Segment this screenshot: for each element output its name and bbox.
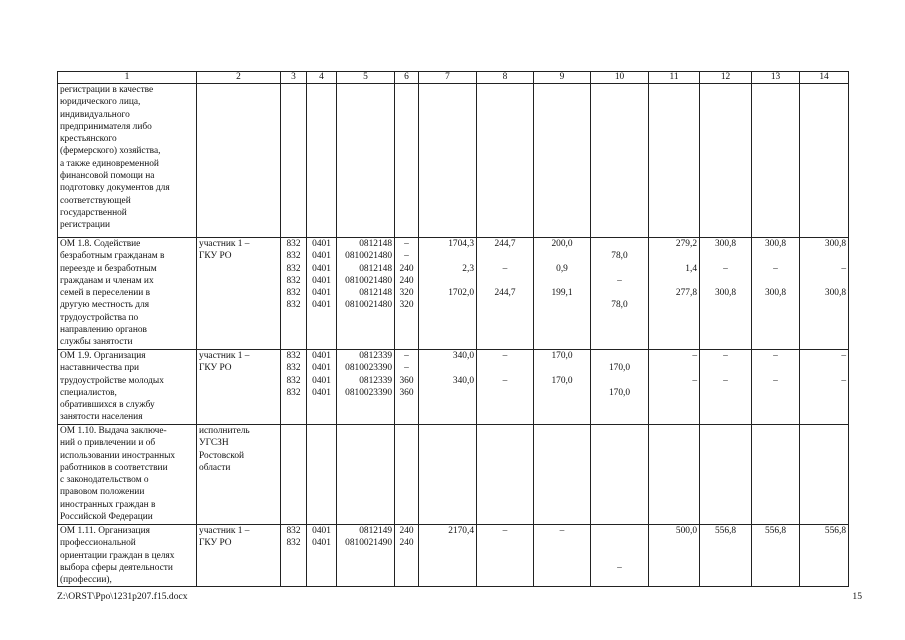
table-cell	[281, 425, 307, 525]
cell-line: ОМ 1.9. Организация	[60, 351, 146, 361]
cell-line: 340,0	[452, 351, 474, 361]
cell-line: ний о привлечении и об	[60, 438, 156, 449]
cell-line: 0810021480	[345, 251, 392, 262]
cell-line: –	[502, 263, 508, 274]
table-cell	[419, 84, 477, 238]
table-cell	[197, 525, 281, 587]
cell-line: гражданам и членам их	[60, 275, 154, 286]
cell-line: 0401	[312, 363, 331, 374]
cell-line	[479, 537, 531, 549]
cell-line: 0401	[312, 387, 331, 398]
cell-line: участник 1 –	[199, 239, 250, 249]
table-cell	[281, 350, 307, 425]
cell-line: –	[841, 351, 846, 361]
cell-line: –	[841, 263, 846, 274]
table-cell	[337, 425, 395, 525]
budget-table	[57, 71, 849, 587]
cell-line	[479, 362, 531, 374]
table-cell	[591, 84, 649, 238]
table-cell	[800, 84, 849, 238]
cell-line: с законодательством о	[60, 475, 149, 486]
cell-line: –	[692, 351, 697, 361]
cell-line: –	[617, 562, 622, 573]
cell-line: –	[502, 526, 508, 536]
cell-line: подготовку документов для	[60, 183, 170, 194]
header-row	[58, 72, 849, 84]
table-cell	[477, 238, 534, 350]
cell-line	[593, 238, 646, 250]
cell-line: 300,8	[824, 239, 846, 249]
cell-line: 300,8	[764, 239, 787, 249]
cell-line	[651, 299, 697, 311]
cell-line: 0812339	[359, 351, 392, 361]
cell-line: ориентации граждан в целях	[60, 550, 175, 561]
cell-line: 832	[286, 526, 301, 536]
table-cell	[477, 84, 534, 238]
cell-line	[593, 263, 646, 275]
cell-line	[802, 387, 846, 399]
table-cell	[752, 350, 800, 425]
cell-line: а также единовременной	[60, 158, 159, 169]
column-header: 10	[591, 72, 649, 84]
cell-line: участник 1 –	[199, 526, 250, 536]
cell-line: профессиональной	[60, 538, 136, 549]
table-cell	[197, 238, 281, 350]
cell-line	[593, 287, 646, 299]
table-row	[58, 425, 849, 525]
cell-line: 832	[286, 275, 301, 286]
cell-line	[593, 525, 646, 537]
cell-line: правовом положении	[60, 487, 145, 498]
table-cell	[395, 425, 419, 525]
table-cell	[649, 84, 700, 238]
cell-line: 832	[286, 263, 301, 274]
cell-line: 556,8	[764, 526, 787, 536]
table-cell	[307, 84, 337, 238]
cell-line: ГКУ РО	[199, 251, 232, 262]
cell-line	[421, 275, 474, 287]
cell-line: –	[841, 375, 846, 386]
column-header: 3	[281, 72, 307, 84]
cell-line: –	[723, 351, 728, 361]
table-cell	[307, 425, 337, 525]
cell-line: 320	[399, 300, 414, 311]
cell-line: 240	[399, 538, 414, 549]
cell-line: 200,0	[551, 239, 573, 249]
cell-line	[702, 275, 749, 287]
cell-line: 832	[286, 387, 301, 398]
cell-line: государственной	[60, 207, 127, 218]
cell-line	[593, 350, 646, 362]
cell-line: 360	[399, 375, 414, 386]
table-row	[58, 350, 849, 425]
cell-line	[421, 362, 474, 374]
cell-line	[802, 250, 846, 262]
table-row	[58, 525, 849, 587]
table-cell	[395, 525, 419, 587]
cell-line	[593, 550, 646, 562]
cell-line	[651, 362, 697, 374]
table-cell	[700, 425, 752, 525]
cell-line: юридического лица,	[60, 97, 141, 108]
cell-line: индивидуального	[60, 109, 130, 120]
cell-line: иностранных граждан в	[60, 499, 156, 510]
cell-line: 340,0	[452, 375, 474, 386]
cell-line: семей в переселении в	[60, 288, 151, 299]
table-cell	[419, 525, 477, 587]
cell-line: 0,9	[556, 263, 568, 274]
cell-line: 1702,0	[448, 288, 474, 299]
table-cell	[649, 238, 700, 350]
cell-line: УГСЗН	[199, 438, 229, 449]
cell-line: трудоустройстве молодых	[60, 375, 164, 386]
cell-line: (профессии),	[60, 575, 112, 586]
cell-line: регистрации в качестве	[60, 85, 154, 95]
cell-line: 0401	[312, 288, 331, 299]
cell-line: участник 1 –	[199, 351, 250, 361]
cell-line: 832	[286, 239, 301, 249]
table-cell	[197, 350, 281, 425]
table-cell	[58, 425, 197, 525]
table-cell	[700, 525, 752, 587]
table-cell	[281, 238, 307, 350]
column-header: 14	[800, 72, 849, 84]
cell-line: ОМ 1.8. Содействие	[60, 239, 141, 249]
table-cell	[337, 525, 395, 587]
cell-line: Российской Федерации	[60, 512, 153, 523]
cell-line	[651, 537, 697, 549]
cell-line: 0401	[312, 538, 331, 549]
cell-line: –	[723, 375, 728, 386]
cell-line: 0812148	[359, 288, 392, 299]
cell-line: ГКУ РО	[199, 363, 232, 374]
table-cell	[58, 238, 197, 350]
cell-line: 78,0	[611, 300, 628, 311]
cell-line: 244,7	[494, 288, 516, 299]
table-cell	[649, 350, 700, 425]
column-header: 9	[534, 72, 591, 84]
cell-line: –	[773, 351, 778, 361]
cell-line: 0812148	[359, 239, 392, 249]
table-cell	[800, 425, 849, 525]
cell-line	[651, 250, 697, 262]
cell-line: 0401	[312, 263, 331, 274]
cell-line: ГКУ РО	[199, 538, 232, 549]
cell-line	[536, 299, 588, 311]
table-cell	[307, 350, 337, 425]
column-header: 5	[337, 72, 395, 84]
cell-line: трудоустройства по	[60, 312, 139, 323]
cell-line: 300,8	[824, 288, 846, 299]
cell-line: наставничества при	[60, 363, 140, 374]
file-path: Z:\ORST\Ppo\1231p207.f15.docx	[57, 591, 188, 602]
table-cell	[649, 525, 700, 587]
cell-line: 0810023390	[345, 363, 392, 374]
cell-line	[802, 537, 846, 549]
cell-line	[754, 387, 797, 399]
table-cell	[307, 525, 337, 587]
cell-line: 300,8	[714, 239, 737, 249]
cell-line: другую местность для	[60, 300, 150, 311]
table-cell	[752, 525, 800, 587]
cell-line: 0810021490	[345, 538, 392, 549]
table-cell	[649, 425, 700, 525]
cell-line: 500,0	[675, 526, 697, 536]
table-cell	[800, 350, 849, 425]
table-cell	[281, 525, 307, 587]
cell-line: 360	[399, 387, 414, 398]
cell-line: 240	[399, 526, 414, 536]
cell-line: 556,8	[824, 526, 846, 536]
cell-line: 170,0	[551, 375, 573, 386]
cell-line	[479, 250, 531, 262]
cell-line: 240	[399, 263, 414, 274]
cell-line	[754, 250, 797, 262]
cell-line: 0810021480	[345, 275, 392, 286]
cell-line: работников в соответствии	[60, 462, 168, 473]
table-cell	[281, 84, 307, 238]
cell-line: 279,2	[675, 239, 697, 249]
table-cell	[419, 238, 477, 350]
cell-line: 320	[399, 288, 414, 299]
cell-line: регистрации	[60, 220, 110, 231]
cell-line: крестьянского	[60, 134, 117, 145]
cell-line: 0810023390	[345, 387, 392, 398]
cell-line: Ростовской	[199, 450, 245, 461]
table-cell	[58, 525, 197, 587]
cell-line: 2170,4	[448, 526, 474, 536]
cell-line: 832	[286, 251, 301, 262]
cell-line: –	[559, 526, 565, 536]
cell-line	[702, 362, 749, 374]
column-header: 4	[307, 72, 337, 84]
table-cell	[58, 350, 197, 425]
cell-line: –	[502, 351, 508, 361]
cell-line: направлению органов	[60, 325, 147, 336]
table-cell	[337, 238, 395, 350]
table-cell	[419, 350, 477, 425]
cell-line	[593, 537, 646, 549]
cell-line: 832	[286, 375, 301, 386]
cell-line: –	[773, 375, 778, 386]
table-cell	[395, 350, 419, 425]
cell-line	[802, 362, 846, 374]
cell-line: безработным гражданам в	[60, 251, 165, 262]
table-cell	[197, 84, 281, 238]
cell-line: 199,1	[551, 288, 573, 299]
cell-line: –	[404, 363, 409, 374]
table-cell	[591, 425, 649, 525]
cell-line: 0810021480	[345, 300, 392, 311]
table-cell	[477, 525, 534, 587]
table-cell	[58, 84, 197, 238]
cell-line	[421, 250, 474, 262]
table-cell	[534, 525, 591, 587]
table-cell	[700, 84, 752, 238]
cell-line: 244,7	[494, 239, 516, 249]
cell-line: 832	[286, 351, 301, 361]
cell-line: –	[617, 275, 622, 286]
cell-line: 300,8	[764, 288, 787, 299]
cell-line: 0401	[312, 239, 331, 249]
cell-line	[421, 299, 474, 311]
cell-line: 0812148	[359, 263, 392, 274]
column-header: 7	[419, 72, 477, 84]
column-header: 1	[58, 72, 197, 84]
table-cell	[534, 84, 591, 238]
cell-line	[536, 250, 588, 262]
cell-line	[421, 387, 474, 399]
cell-line	[593, 375, 646, 387]
table-cell	[337, 350, 395, 425]
cell-line: 240	[399, 275, 414, 286]
cell-line	[421, 537, 474, 549]
cell-line	[651, 387, 697, 399]
table-cell	[477, 425, 534, 525]
cell-line: предпринимателя либо	[60, 121, 152, 132]
column-header: 13	[752, 72, 800, 84]
table-cell	[591, 525, 649, 587]
cell-line: 0401	[312, 275, 331, 286]
table-cell	[800, 525, 849, 587]
table-cell	[395, 238, 419, 350]
cell-line: 0401	[312, 351, 331, 361]
cell-line	[536, 387, 588, 399]
table-cell	[591, 238, 649, 350]
cell-line: 0401	[312, 526, 331, 536]
table-cell	[419, 425, 477, 525]
cell-line: исполнитель	[199, 426, 250, 436]
cell-line	[802, 275, 846, 287]
cell-line: 0401	[312, 375, 331, 386]
cell-line: 832	[286, 363, 301, 374]
page-number: 15	[852, 591, 862, 602]
cell-line	[702, 537, 749, 549]
cell-line: 277,8	[675, 288, 697, 299]
cell-line: 1,4	[685, 263, 697, 274]
cell-line: –	[404, 251, 409, 262]
column-header: 2	[197, 72, 281, 84]
cell-line: соответствующей	[60, 195, 131, 206]
cell-line: переезде и безработным	[60, 263, 157, 274]
table-cell	[591, 350, 649, 425]
table-cell	[700, 238, 752, 350]
table-cell	[752, 84, 800, 238]
cell-line	[702, 250, 749, 262]
cell-line: ОМ 1.11. Организация	[60, 526, 150, 536]
table-cell	[197, 425, 281, 525]
cell-line: 0401	[312, 300, 331, 311]
cell-line	[479, 387, 531, 399]
cell-line: –	[502, 375, 508, 386]
column-header: 8	[477, 72, 534, 84]
cell-line: использовании иностранных	[60, 450, 176, 461]
table-cell	[534, 238, 591, 350]
cell-line	[536, 275, 588, 287]
table-cell	[700, 350, 752, 425]
cell-line: 170,0	[608, 363, 631, 374]
cell-line: финансовой помощи на	[60, 171, 155, 182]
cell-line: 78,0	[611, 251, 628, 262]
cell-line: занятости населения	[60, 412, 143, 423]
cell-line: 832	[286, 300, 301, 311]
cell-line: области	[199, 462, 231, 473]
cell-line: –	[692, 375, 697, 386]
cell-line	[536, 537, 588, 549]
cell-line	[702, 299, 749, 311]
cell-line: 556,8	[714, 526, 737, 536]
cell-line: (фермерского) хозяйства,	[60, 146, 161, 157]
cell-line: 832	[286, 288, 301, 299]
cell-line	[754, 537, 797, 549]
cell-line: специалистов,	[60, 387, 117, 398]
column-header: 11	[649, 72, 700, 84]
cell-line: 170,0	[551, 351, 573, 361]
cell-line: службы занятости	[60, 337, 133, 348]
cell-line	[802, 299, 846, 311]
cell-line: –	[723, 263, 728, 274]
cell-line: 2,3	[462, 263, 474, 274]
cell-line: 1704,3	[448, 239, 474, 249]
table-cell	[800, 238, 849, 350]
cell-line: 832	[286, 538, 301, 549]
cell-line	[754, 362, 797, 374]
cell-line: 0812339	[359, 375, 392, 386]
table-cell	[307, 238, 337, 350]
column-header: 12	[700, 72, 752, 84]
table-cell	[395, 84, 419, 238]
cell-line	[479, 275, 531, 287]
table-row	[58, 238, 849, 350]
cell-line: –	[773, 263, 778, 274]
table-row	[58, 84, 849, 238]
cell-line	[479, 299, 531, 311]
cell-line: 0401	[312, 251, 331, 262]
cell-line: обратившихся в службу	[60, 400, 155, 411]
column-header: 6	[395, 72, 419, 84]
cell-line: –	[404, 239, 409, 249]
cell-line: выбора сферы деятельности	[60, 562, 173, 573]
cell-line	[754, 275, 797, 287]
cell-line	[536, 362, 588, 374]
table-cell	[534, 425, 591, 525]
table-cell	[752, 425, 800, 525]
table-cell	[752, 238, 800, 350]
cell-line: 0812149	[359, 526, 392, 536]
cell-line	[754, 299, 797, 311]
cell-line: 300,8	[714, 288, 737, 299]
cell-line	[702, 387, 749, 399]
table-cell	[534, 350, 591, 425]
cell-line: 170,0	[608, 387, 631, 398]
table-cell	[337, 84, 395, 238]
cell-line: ОМ 1.10. Выдача заключе-	[60, 426, 167, 436]
table-cell	[477, 350, 534, 425]
cell-line: –	[404, 351, 409, 361]
cell-line	[651, 275, 697, 287]
